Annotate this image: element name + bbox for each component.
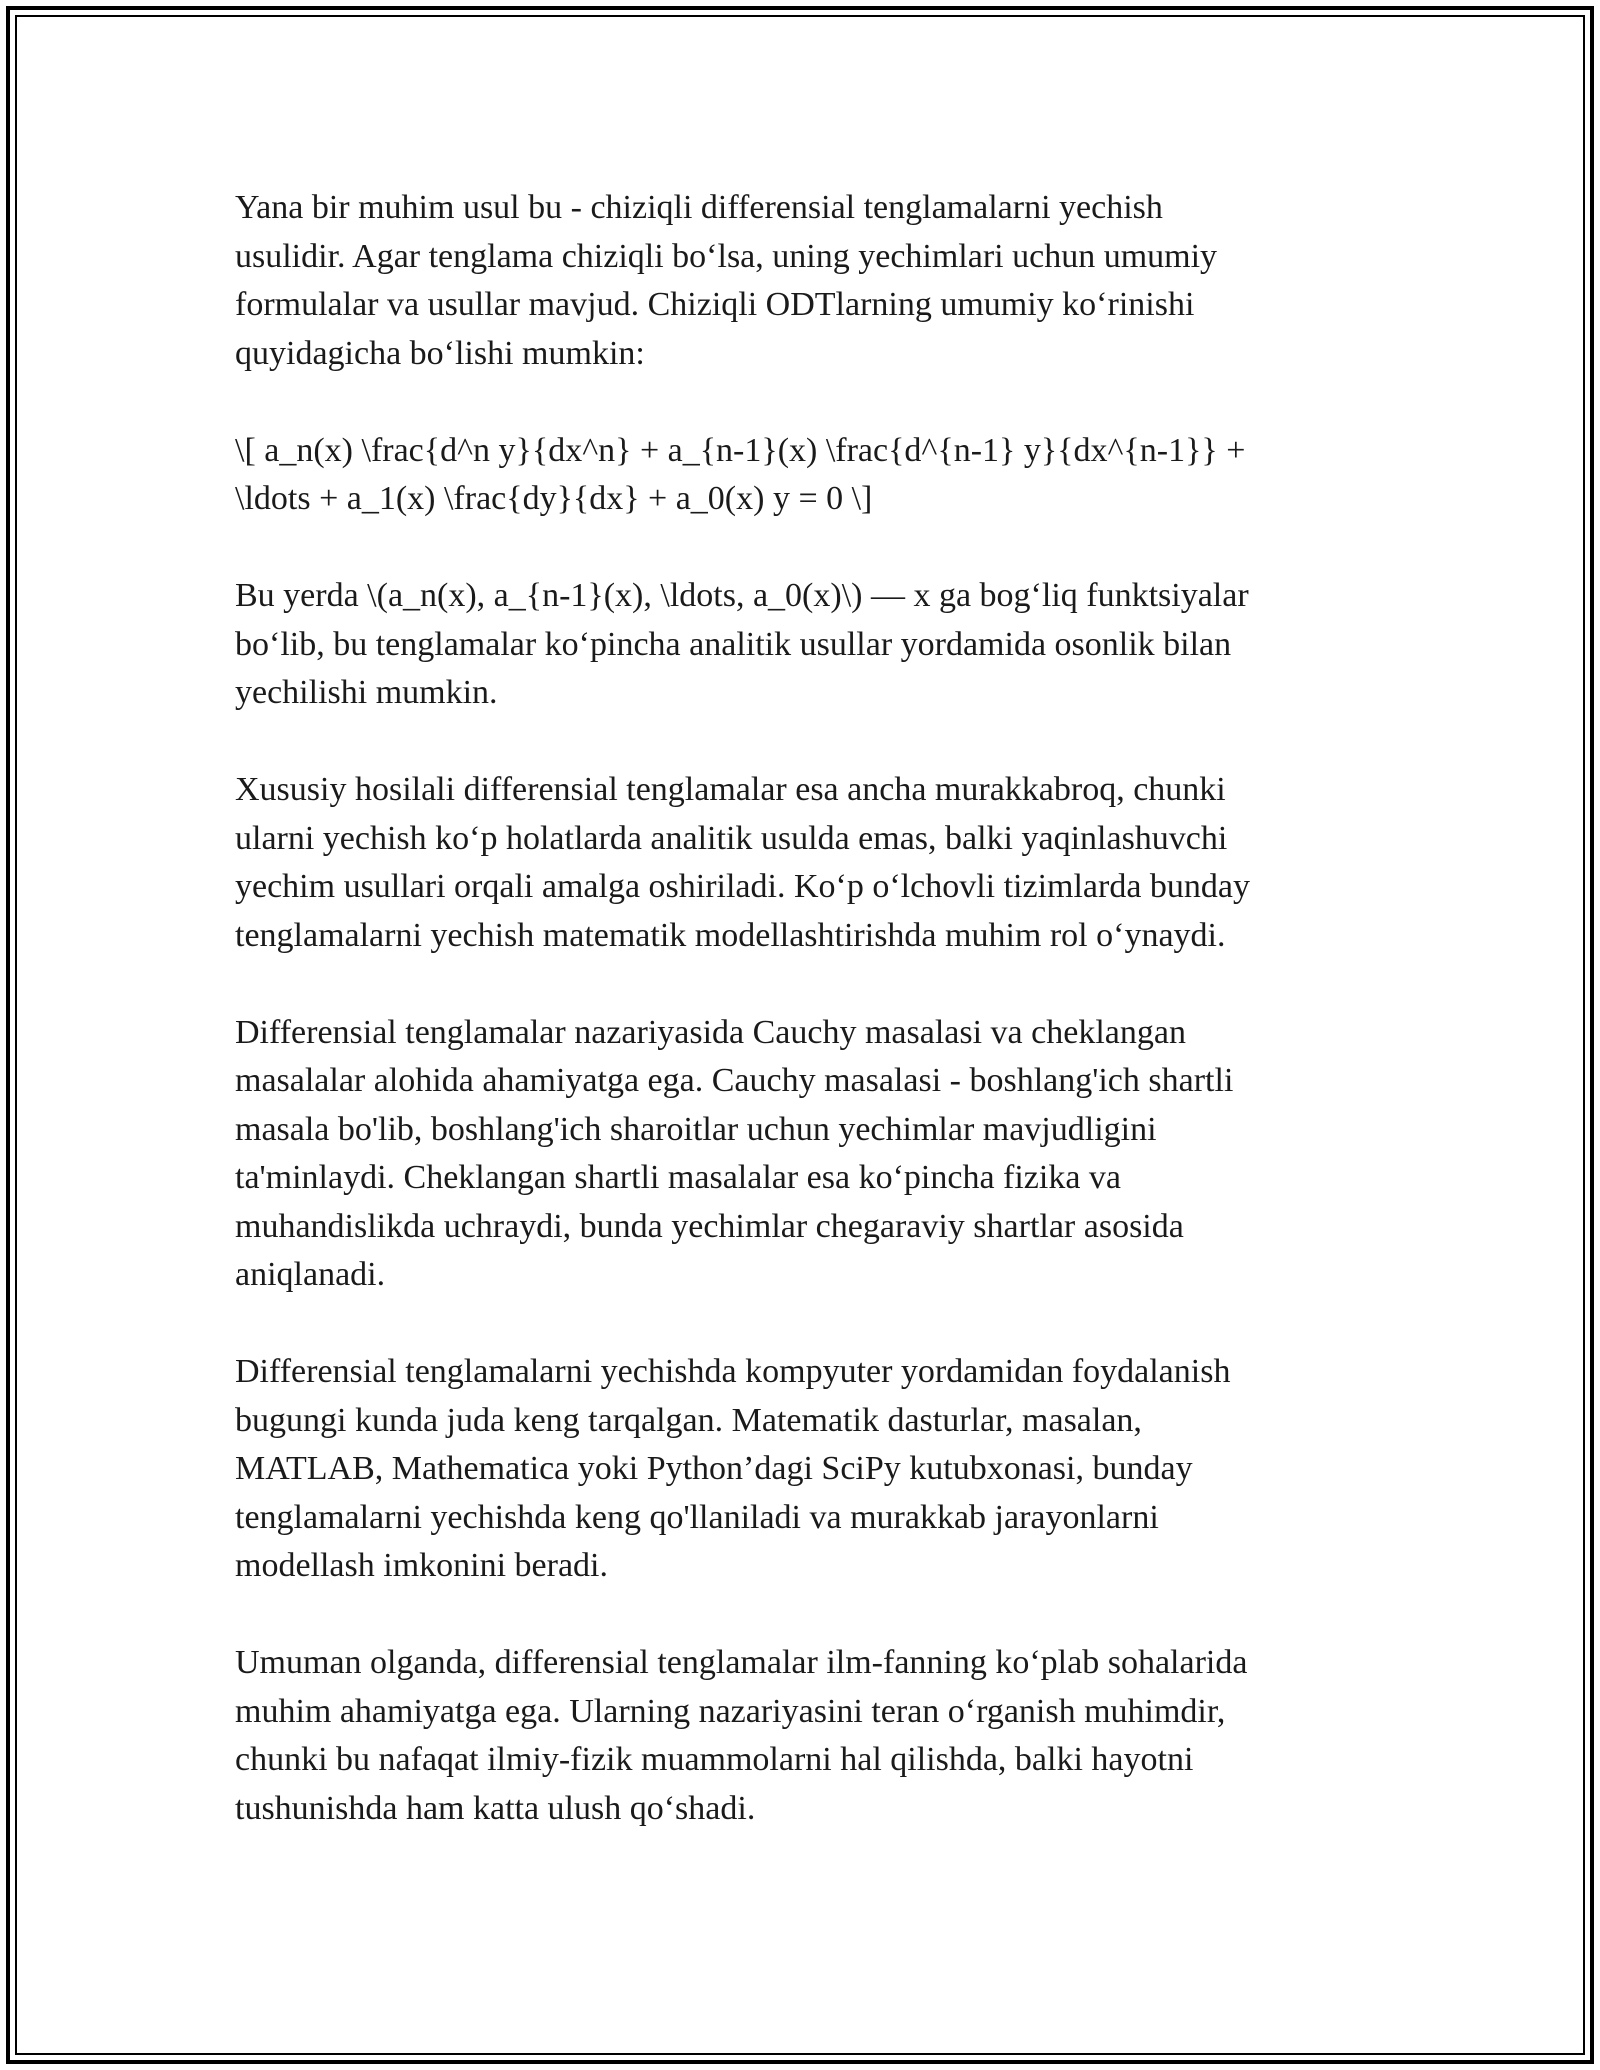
document-body [235, 184, 1375, 1882]
paragraph-conclusion: Umuman olganda, differensial tenglamalar ilm-fanning ko‘plab sohalarida muhim ahamiyatga ega. Ularning nazariyasini teran o‘rganish muhimdir, chunki bu nafaqat ilmiy-fizik muammolarni hal qilishda, balki hayotni tushunishda ham katta ulush qo‘shadi. [235, 1644, 1248, 1827]
equation-linear-ode: \[ a_n(x) \frac{d^n y}{dx^n} + a_{n-1}(x) \frac{d^{n-1} y}{dx^{n-1}} + \ldots + a_1(x) \frac{dy}{dx} + a_0(x) y = 0 \] [235, 431, 1246, 517]
paragraph-cauchy-problem: Differensial tenglamalar nazariyasida Cauchy masalasi va cheklangan masalalar alohida ahamiyatga ega. Cauchy masalasi - boshlang'ich shartli masala bo'lib, boshlang'ich sharoitlar uchun yechimlar mavjudligini ta'minlaydi. Cheklangan shartli masalalar esa ko‘pincha fizika va muhandislikda uchraydi, bunda yechimlar chegaraviy shartlar asosida aniqlanadi. [235, 1013, 1234, 1293]
paragraph-partial-de: Xususiy hosilali differensial tenglamalar esa ancha murakkabroq, chunki ularni yechish ko‘p holatlarda analitik usulda emas, balki yaqinlashuvchi yechim usullari orqali amalga oshiriladi. Ko‘p o‘lchovli tizimlarda bunday tenglamalarni yechish matematik modellashtirishda muhim rol o‘ynaydi. [235, 771, 1251, 954]
paragraph-computer-tools: Differensial tenglamalarni yechishda kompyuter yordamidan foydalanish bugungi kunda juda keng tarqalgan. Matematik dasturlar, masalan, MATLAB, Mathematica yoki Python’dagi SciPy kutubxonasi, bunday tenglamalarni yechishda keng qo'llaniladi va murakkab jarayonlarni modellash imkonini beradi. [235, 1353, 1231, 1584]
paragraph-coefficients: Bu yerda \(a_n(x), a_{n-1}(x), \ldots, a_0(x)\) — x ga bog‘liq funktsiyalar bo‘lib, bu tenglamalar ko‘pincha analitik usullar yordamida osonlik bilan yechilishi mumkin. [235, 577, 1249, 711]
paragraph-linear-ode-intro: Yana bir muhim usul bu - chiziqli differensial tenglamalarni yechish usulidir. Agar tenglama chiziqli bo‘lsa, uning yechimlari uchun umumiy formulalar va usullar mavjud. Chiziqli ODTlarning umumiy ko‘rinishi quyidagicha bo‘lishi mumkin: [235, 189, 1218, 372]
